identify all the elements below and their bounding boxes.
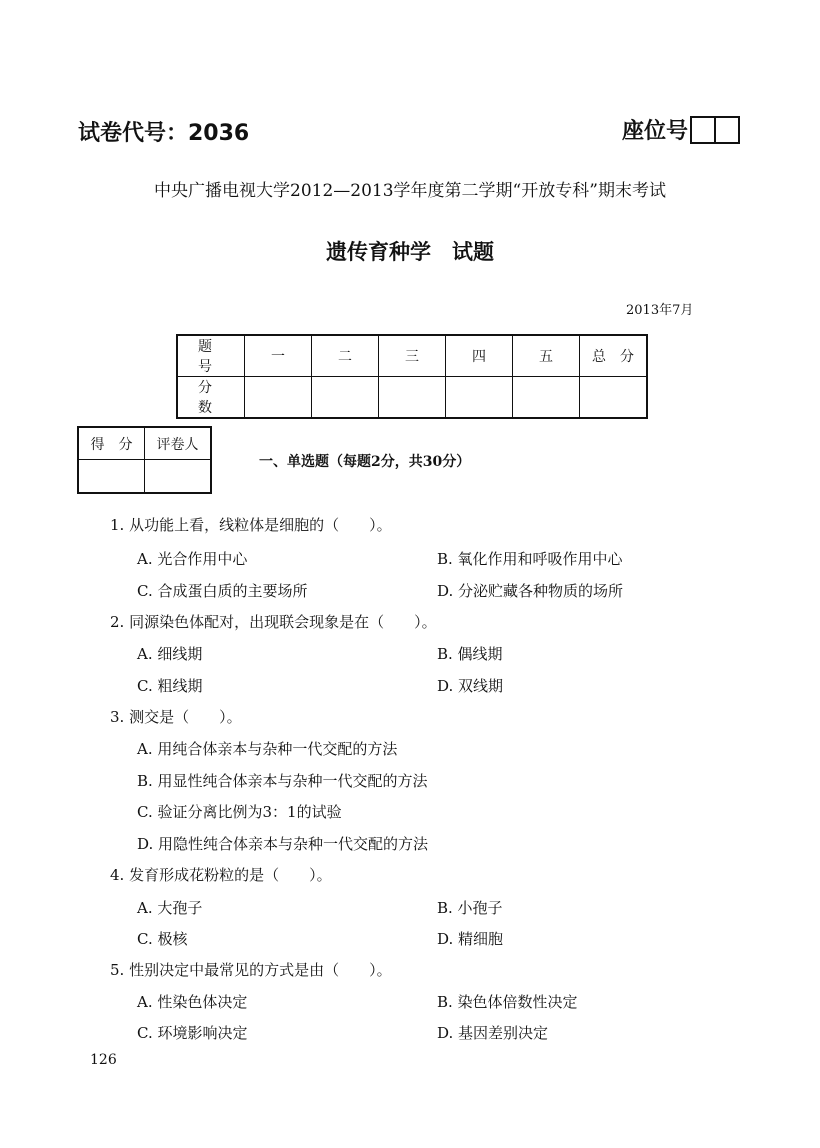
score-header-cell: 二 xyxy=(312,335,379,377)
grader-score-cell xyxy=(78,460,145,494)
score-row-label: 分 数 xyxy=(177,377,245,419)
grader-score-label: 得 分 xyxy=(78,427,145,460)
score-cell xyxy=(513,377,580,419)
score-header-cell: 题 号 xyxy=(177,335,245,377)
question-option: D. 分泌贮藏各种物质的场所 xyxy=(437,582,624,600)
question-option: A. 光合作用中心 xyxy=(137,550,248,568)
question-option: A. 性染色体决定 xyxy=(137,993,248,1011)
question-option: B. 偶线期 xyxy=(437,645,503,663)
question-option: A. 细线期 xyxy=(137,645,203,663)
question-option: C. 验证分离比例为3：1的试验 xyxy=(137,803,342,821)
score-cell xyxy=(312,377,379,419)
grader-name-label: 评卷人 xyxy=(145,427,212,460)
score-header-cell: 五 xyxy=(513,335,580,377)
question-option: C. 极核 xyxy=(137,930,188,948)
page-number: 126 xyxy=(90,1052,117,1068)
score-cell xyxy=(446,377,513,419)
question-option: C. 环境影响决定 xyxy=(137,1024,248,1042)
score-table xyxy=(176,334,648,419)
question-option: B. 小孢子 xyxy=(437,899,503,917)
exam-date: 2013年7月 xyxy=(626,303,694,318)
grader-table-body-row xyxy=(78,460,211,494)
question-stem: 2. 同源染色体配对，出现联会现象是在（ ）。 xyxy=(110,613,437,631)
question-stem: 3. 测交是（ ）。 xyxy=(110,708,242,726)
question-option: C. 粗线期 xyxy=(137,677,203,695)
exam-title: 中央广播电视大学2012—2013学年度第二学期“开放专科”期末考试 xyxy=(154,181,666,201)
seat-number-boxes xyxy=(690,116,740,144)
score-cell xyxy=(379,377,446,419)
seat-box-cell xyxy=(714,118,738,142)
paper-code: 试卷代号：2036 xyxy=(78,121,250,146)
question-option: D. 用隐性纯合体亲本与杂种一代交配的方法 xyxy=(137,835,429,853)
score-cell xyxy=(245,377,312,419)
section-title: 一、单选题（每题2分，共30分） xyxy=(259,454,471,470)
question-option: C. 合成蛋白质的主要场所 xyxy=(137,582,308,600)
score-header-cell: 四 xyxy=(446,335,513,377)
question-option: A. 大孢子 xyxy=(137,899,203,917)
score-table-header-row xyxy=(177,335,647,377)
seat-box-cell xyxy=(692,118,714,142)
grader-table-header-row xyxy=(78,427,211,460)
subject-title: 遗传育种学 试题 xyxy=(326,239,494,264)
score-header-cell: 一 xyxy=(245,335,312,377)
score-cell xyxy=(580,377,648,419)
question-option: D. 精细胞 xyxy=(437,930,504,948)
grader-name-cell xyxy=(145,460,212,494)
question-stem: 1. 从功能上看，线粒体是细胞的（ ）。 xyxy=(110,516,392,534)
question-option: B. 氧化作用和呼吸作用中心 xyxy=(437,550,623,568)
score-header-cell: 总 分 xyxy=(580,335,648,377)
seat-number-field xyxy=(622,114,740,145)
question-option: B. 用显性纯合体亲本与杂种一代交配的方法 xyxy=(137,772,428,790)
question-option: A. 用纯合体亲本与杂种一代交配的方法 xyxy=(137,740,398,758)
seat-number-label: 座位号 xyxy=(622,119,689,144)
question-option: B. 染色体倍数性决定 xyxy=(437,993,578,1011)
score-header-cell: 三 xyxy=(379,335,446,377)
question-stem: 5. 性别决定中最常见的方式是由（ ）。 xyxy=(110,961,392,979)
score-table-score-row xyxy=(177,377,647,419)
grader-table xyxy=(77,426,212,494)
question-option: D. 基因差别决定 xyxy=(437,1024,549,1042)
question-option: D. 双线期 xyxy=(437,677,504,695)
question-stem: 4. 发育形成花粉粒的是（ ）。 xyxy=(110,866,332,884)
